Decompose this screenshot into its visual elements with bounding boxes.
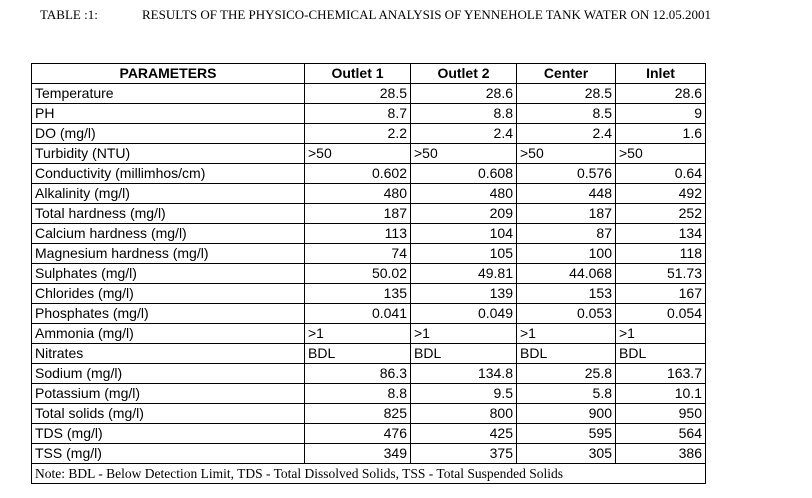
outlet-1-value-cell: 8.7 [305, 104, 411, 124]
parameter-name-cell: Chlorides (mg/l) [32, 284, 305, 304]
table-row [32, 324, 706, 344]
outlet-2-value-cell: 800 [411, 404, 517, 424]
outlet-1-value-cell: 187 [305, 204, 411, 224]
header-inlet: Inlet [616, 64, 706, 84]
inlet-value-cell: 10.1 [616, 384, 706, 404]
center-value-cell: 0.576 [517, 164, 616, 184]
parameter-name-cell: Conductivity (millimhos/cm) [32, 164, 305, 184]
parameter-name-cell: Phosphates (mg/l) [32, 304, 305, 324]
center-value-cell: 595 [517, 424, 616, 444]
center-value-cell: 25.8 [517, 364, 616, 384]
outlet-1-value-cell: 349 [305, 444, 411, 464]
inlet-value-cell: BDL [616, 344, 706, 364]
inlet-value-cell: 386 [616, 444, 706, 464]
outlet-2-value-cell: >50 [411, 144, 517, 164]
parameter-name-cell: Nitrates [32, 344, 305, 364]
outlet-1-value-cell: 2.2 [305, 124, 411, 144]
inlet-value-cell: 0.054 [616, 304, 706, 324]
inlet-value-cell: 134 [616, 224, 706, 244]
outlet-2-value-cell: 480 [411, 184, 517, 204]
parameter-name-cell: Total solids (mg/l) [32, 404, 305, 424]
parameter-name-cell: TDS (mg/l) [32, 424, 305, 444]
inlet-value-cell: 950 [616, 404, 706, 424]
table-row [32, 204, 706, 224]
outlet-2-value-cell: 134.8 [411, 364, 517, 384]
center-value-cell: >1 [517, 324, 616, 344]
outlet-1-value-cell: 74 [305, 244, 411, 264]
table-row [32, 364, 706, 384]
center-value-cell: 187 [517, 204, 616, 224]
table-row [32, 264, 706, 284]
inlet-value-cell: 252 [616, 204, 706, 224]
inlet-value-cell: 1.6 [616, 124, 706, 144]
inlet-value-cell: 9 [616, 104, 706, 124]
center-value-cell: 28.5 [517, 84, 616, 104]
parameter-name-cell: Total hardness (mg/l) [32, 204, 305, 224]
outlet-2-value-cell: 0.049 [411, 304, 517, 324]
parameter-name-cell: Magnesium hardness (mg/l) [32, 244, 305, 264]
center-value-cell: 153 [517, 284, 616, 304]
inlet-value-cell: 51.73 [616, 264, 706, 284]
outlet-2-value-cell: 2.4 [411, 124, 517, 144]
table-label: TABLE :1: [40, 7, 98, 22]
center-value-cell: 2.4 [517, 124, 616, 144]
table-row [32, 244, 706, 264]
table-row [32, 284, 706, 304]
results-table [31, 63, 706, 484]
center-value-cell: 0.053 [517, 304, 616, 324]
table-row [32, 224, 706, 244]
parameter-name-cell: Turbidity (NTU) [32, 144, 305, 164]
center-value-cell: 448 [517, 184, 616, 204]
note-row [32, 464, 706, 484]
header-outlet-1: Outlet 1 [305, 64, 411, 84]
parameter-name-cell: Sodium (mg/l) [32, 364, 305, 384]
table-note: Note: BDL - Below Detection Limit, TDS - Total Dissolved Solids, TSS - Total Suspended Solids [32, 464, 706, 484]
outlet-2-value-cell: 105 [411, 244, 517, 264]
outlet-2-value-cell: >1 [411, 324, 517, 344]
outlet-2-value-cell: 28.6 [411, 84, 517, 104]
outlet-1-value-cell: 86.3 [305, 364, 411, 384]
outlet-1-value-cell: 50.02 [305, 264, 411, 284]
outlet-1-value-cell: 113 [305, 224, 411, 244]
center-value-cell: >50 [517, 144, 616, 164]
inlet-value-cell: >50 [616, 144, 706, 164]
parameter-name-cell: Ammonia (mg/l) [32, 324, 305, 344]
center-value-cell: 5.8 [517, 384, 616, 404]
table-row [32, 344, 706, 364]
outlet-2-value-cell: 0.608 [411, 164, 517, 184]
outlet-2-value-cell: BDL [411, 344, 517, 364]
inlet-value-cell: 564 [616, 424, 706, 444]
parameter-name-cell: Potassium (mg/l) [32, 384, 305, 404]
table-title: RESULTS OF THE PHYSICO-CHEMICAL ANALYSIS OF YENNEHOLE TANK WATER ON 12.05.2001 [142, 7, 711, 22]
outlet-1-value-cell: >1 [305, 324, 411, 344]
header-row [32, 64, 706, 84]
outlet-2-value-cell: 49.81 [411, 264, 517, 284]
table-row [32, 424, 706, 444]
parameter-name-cell: PH [32, 104, 305, 124]
outlet-1-value-cell: 480 [305, 184, 411, 204]
table-row [32, 104, 706, 124]
outlet-2-value-cell: 9.5 [411, 384, 517, 404]
outlet-1-value-cell: >50 [305, 144, 411, 164]
outlet-2-value-cell: 425 [411, 424, 517, 444]
parameter-name-cell: Temperature [32, 84, 305, 104]
header-outlet-2: Outlet 2 [411, 64, 517, 84]
inlet-value-cell: 167 [616, 284, 706, 304]
inlet-value-cell: 163.7 [616, 364, 706, 384]
outlet-2-value-cell: 375 [411, 444, 517, 464]
center-value-cell: BDL [517, 344, 616, 364]
inlet-value-cell: 28.6 [616, 84, 706, 104]
table-row [32, 304, 706, 324]
table-row [32, 404, 706, 424]
table-row [32, 124, 706, 144]
outlet-2-value-cell: 104 [411, 224, 517, 244]
table-row [32, 384, 706, 404]
outlet-1-value-cell: 8.8 [305, 384, 411, 404]
outlet-1-value-cell: 825 [305, 404, 411, 424]
outlet-1-value-cell: 0.041 [305, 304, 411, 324]
center-value-cell: 44.068 [517, 264, 616, 284]
table-body [32, 84, 706, 464]
header-center: Center [517, 64, 616, 84]
parameter-name-cell: TSS (mg/l) [32, 444, 305, 464]
outlet-1-value-cell: 0.602 [305, 164, 411, 184]
table-row [32, 84, 706, 104]
parameter-name-cell: DO (mg/l) [32, 124, 305, 144]
parameter-name-cell: Alkalinity (mg/l) [32, 184, 305, 204]
inlet-value-cell: 492 [616, 184, 706, 204]
inlet-value-cell: >1 [616, 324, 706, 344]
table-row [32, 444, 706, 464]
parameter-name-cell: Calcium hardness (mg/l) [32, 224, 305, 244]
outlet-1-value-cell: 28.5 [305, 84, 411, 104]
parameter-name-cell: Sulphates (mg/l) [32, 264, 305, 284]
outlet-2-value-cell: 139 [411, 284, 517, 304]
outlet-2-value-cell: 8.8 [411, 104, 517, 124]
center-value-cell: 87 [517, 224, 616, 244]
table-row [32, 144, 706, 164]
center-value-cell: 900 [517, 404, 616, 424]
center-value-cell: 8.5 [517, 104, 616, 124]
header-parameters: PARAMETERS [32, 64, 305, 84]
outlet-1-value-cell: BDL [305, 344, 411, 364]
inlet-value-cell: 118 [616, 244, 706, 264]
center-value-cell: 100 [517, 244, 616, 264]
table-row [32, 164, 706, 184]
outlet-2-value-cell: 209 [411, 204, 517, 224]
outlet-1-value-cell: 476 [305, 424, 411, 444]
center-value-cell: 305 [517, 444, 616, 464]
inlet-value-cell: 0.64 [616, 164, 706, 184]
table-row [32, 184, 706, 204]
outlet-1-value-cell: 135 [305, 284, 411, 304]
